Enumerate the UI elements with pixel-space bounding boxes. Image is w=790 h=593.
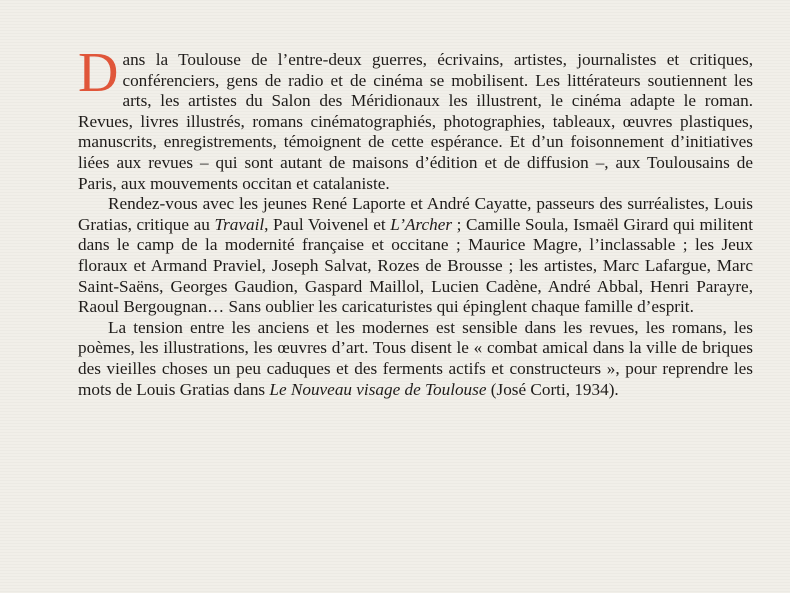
title-travail: Travail (214, 214, 265, 234)
paragraph-2-text-b: , Paul Voivenel et (264, 214, 391, 234)
paragraph-2-text-a: Rendez-vous avec les jeunes René Laporte et André Cayatte, passeurs des surréalistes, Louis Gratias, critique au (78, 194, 753, 234)
paragraph-3 (78, 318, 753, 400)
title-l-archer: L’Archer (390, 214, 453, 234)
paragraph-3-text-b: (José Corti, 1934). (486, 379, 619, 399)
paragraph-1 (78, 42, 753, 194)
paragraph-2-text-c: ; Camille Soula, Ismaël Girard qui militent dans le camp de la modernité française et occitane ; Maurice Magre, l’inclassable ; les Jeux floraux et Armand Praviel, Joseph Salvat, Rozes de Brousse ; les artistes, Marc Lafargue, Marc Saint-Saëns, Georges Gaudion, Gaspard Maillol, Lucien Cadène, André Abbal, Henri Parayre, Raoul Bergougnan… Sans oublier les caricaturistes qui épinglent chaque famille d’esprit. (78, 214, 753, 317)
article-text (78, 42, 753, 400)
paragraph-1-text: ans la Toulouse de l’entre-deux guerres, écrivains, artistes, journalistes et critiques, conférenciers, gens de radio et de cinéma se mobilisent. Les littérateurs soutiennent les arts, les artistes du Salon des Méridionaux les illustrent, le cinéma adapte le roman. Revues, livres illustrés, romans cinématographiés, photographies, tableaux, œuvres plastiques, manuscrits, enregistrements, témoignent de cette espérance. Et d’un foisonnement d’initiatives liées aux revues – qui sont autant de maisons d’édition et de diffusion –, aux Toulousains de Paris, aux mouvements occitan et catalaniste. (78, 50, 753, 193)
paragraph-2 (78, 194, 753, 318)
paragraph-3-text-a: La tension entre les anciens et les modernes est sensible dans les revues, les romans, les poèmes, les illustrations, les œuvres d’art. Tous disent le « combat amical dans la ville de briques des vieilles choses un peu caduques et des ferments actifs et constructeurs », pour reprendre les mots de Louis Gratias dans (78, 317, 753, 399)
drop-cap: D (78, 42, 119, 104)
title-nouveau-visage: Le Nouveau visage de Toulouse (269, 379, 487, 399)
